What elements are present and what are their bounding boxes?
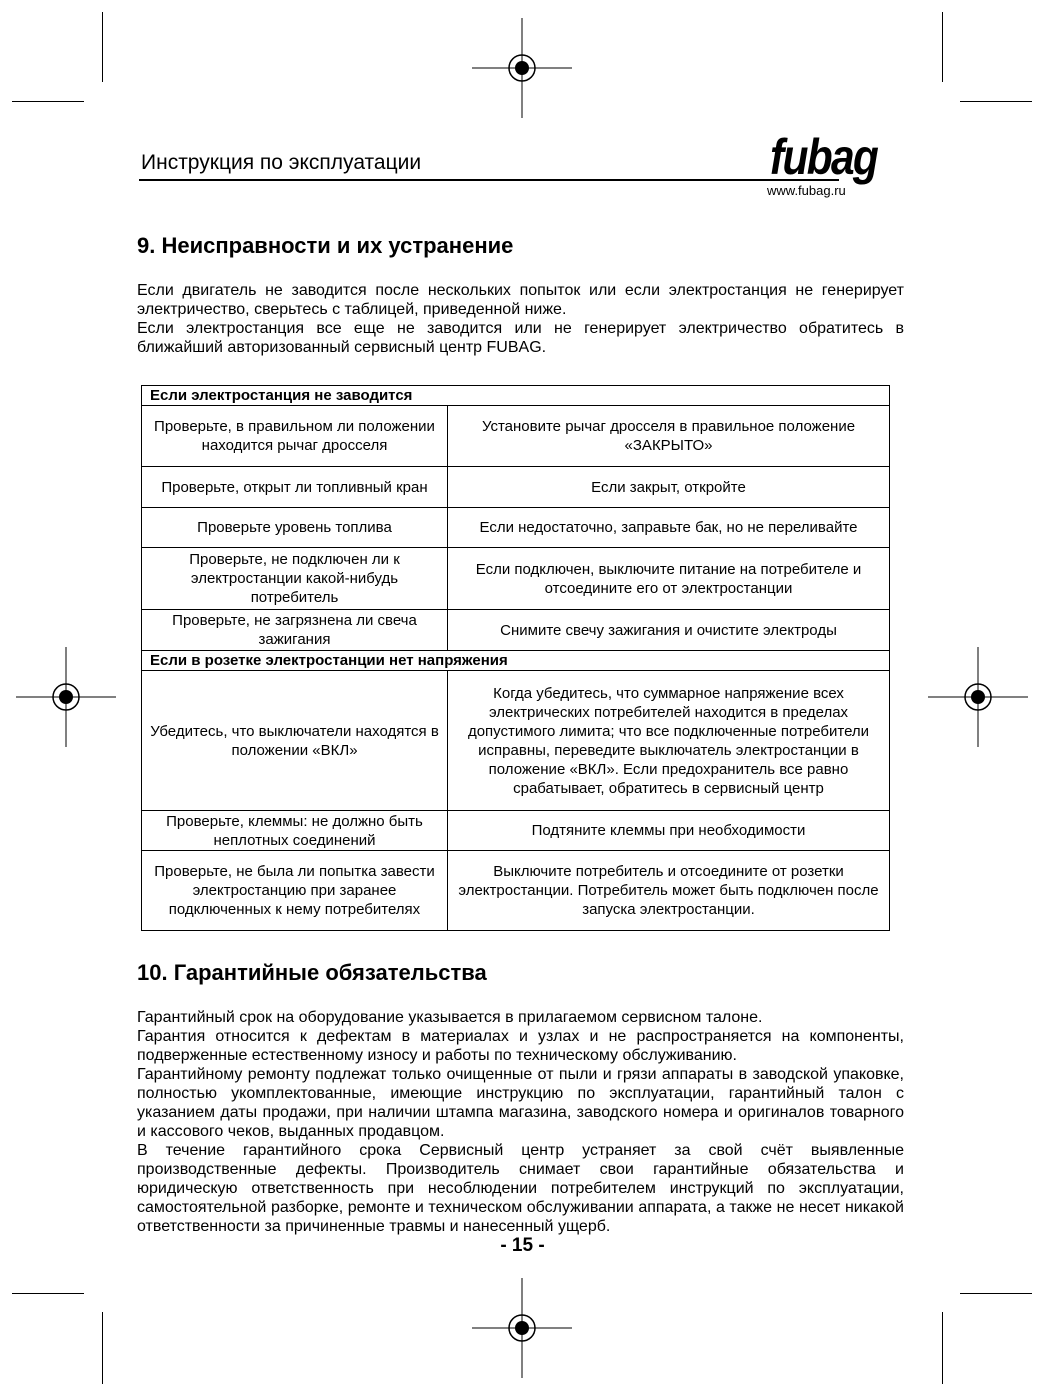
table-row — [142, 548, 890, 610]
registration-mark-icon — [472, 1278, 572, 1378]
check-cell: Убедитесь, что выключатели находятся в положении «ВКЛ» — [142, 671, 448, 811]
paragraph: Гарантийный срок на оборудование указывается в прилагаемом сервисном талоне. — [137, 1009, 763, 1026]
action-cell: Если закрыт, откройте — [448, 467, 890, 508]
registration-mark-icon — [16, 647, 116, 747]
table-group-header: Если электростанция не заводится — [142, 386, 890, 406]
registration-mark-icon — [928, 647, 1028, 747]
check-cell: Проверьте, открыт ли топливный кран — [142, 467, 448, 508]
table-group-header: Если в розетке электростанции нет напряжения — [142, 651, 890, 671]
registration-mark-icon — [472, 18, 572, 118]
troubleshooting-table — [141, 385, 890, 931]
section-9-heading: 9. Неисправности и их устранение — [137, 233, 514, 258]
table-row — [142, 406, 890, 467]
paragraph: В течение гарантийного срока Сервисный центр устраняет за свой счёт выявленные производственные дефекты. Производитель снимает свои гарантийные обязательства и юридическую ответственность при несоблюдении потребителем инструкций по эксплуатации, самостоятельной разборке, ремонте и техническом обслуживании аппарата, а также не несет никакой ответственности за причиненные травмы и нанесенный ущерб. — [137, 1142, 904, 1235]
action-cell: Подтяните клеммы при необходимости — [448, 811, 890, 851]
action-cell: Если недостаточно, заправьте бак, но не переливайте — [448, 508, 890, 548]
check-cell: Проверьте, не была ли попытка завести электростанцию при заранее подключенных к нему потребителях — [142, 851, 448, 931]
fubag-logo: fubag — [770, 129, 878, 185]
page-number: - 15 - — [500, 1235, 545, 1256]
table-row — [142, 811, 890, 851]
crop-mark — [102, 1312, 103, 1384]
action-cell: Когда убедитесь, что суммарное напряжение всех электрических потребителей находится в пределах допустимого лимита; что все подключенные потребители исправны, переведите выключатель электростанции в положение «ВКЛ». Если предохранитель все равно срабатывает, обратитесь в сервисный центр — [448, 671, 890, 811]
check-cell: Проверьте, клеммы: не должно быть неплотных соединений — [142, 811, 448, 851]
table-row — [142, 671, 890, 811]
crop-mark — [942, 1312, 943, 1384]
table-row — [142, 508, 890, 548]
document-title: Инструкция по эксплуатации — [141, 151, 422, 174]
table-row — [142, 467, 890, 508]
header-rule — [139, 179, 839, 181]
crop-mark — [942, 12, 943, 82]
check-cell: Проверьте, не загрязнена ли свеча зажигания — [142, 610, 448, 651]
crop-mark — [960, 1293, 1032, 1294]
crop-mark — [12, 101, 84, 102]
paragraph: Если электростанция все еще не заводится или не генерирует электричество обратитесь в ближайший авторизованный сервисный центр FUBAG. — [137, 320, 904, 356]
crop-mark — [960, 101, 1032, 102]
website-url: www.fubag.ru — [767, 183, 846, 198]
check-cell: Проверьте уровень топлива — [142, 508, 448, 548]
paragraph: Гарантия относится к дефектам в материалах и узлах и не распространяется на компоненты, подверженные естественному износу и работы по техническому обслуживанию. — [137, 1028, 904, 1064]
crop-mark — [102, 12, 103, 82]
table-row — [142, 610, 890, 651]
action-cell: Снимите свечу зажигания и очистите электроды — [448, 610, 890, 651]
section-10-heading: 10. Гарантийные обязательства — [137, 960, 487, 985]
check-cell: Проверьте, в правильном ли положении находится рычаг дросселя — [142, 406, 448, 467]
crop-mark — [12, 1293, 84, 1294]
check-cell: Проверьте, не подключен ли к электростанции какой-нибудь потребитель — [142, 548, 448, 610]
action-cell: Установите рычаг дросселя в правильное положение «ЗАКРЫТО» — [448, 406, 890, 467]
action-cell: Если подключен, выключите питание на потребителе и отсоедините его от электростанции — [448, 548, 890, 610]
paragraph: Если двигатель не заводится после нескольких попыток или если электростанция не генерирует электричество, сверьтесь с таблицей, приведенной ниже. — [137, 282, 904, 318]
table-row — [142, 851, 890, 931]
paragraph: Гарантийному ремонту подлежат только очищенные от пыли и грязи аппараты в заводской упаковке, полностью укомплектованные, имеющие инструкцию по эксплуатации, гарантийный талон с указанием даты продажи, при наличии штампа магазина, заводского номера и оригиналов товарного и кассового чеков, выданных продавцом. — [137, 1066, 904, 1140]
section-10-body — [137, 1008, 904, 1236]
action-cell: Выключите потребитель и отсоедините от розетки электростанции. Потребитель может быть подключен после запуска электростанции. — [448, 851, 890, 931]
section-9-intro — [137, 281, 904, 357]
